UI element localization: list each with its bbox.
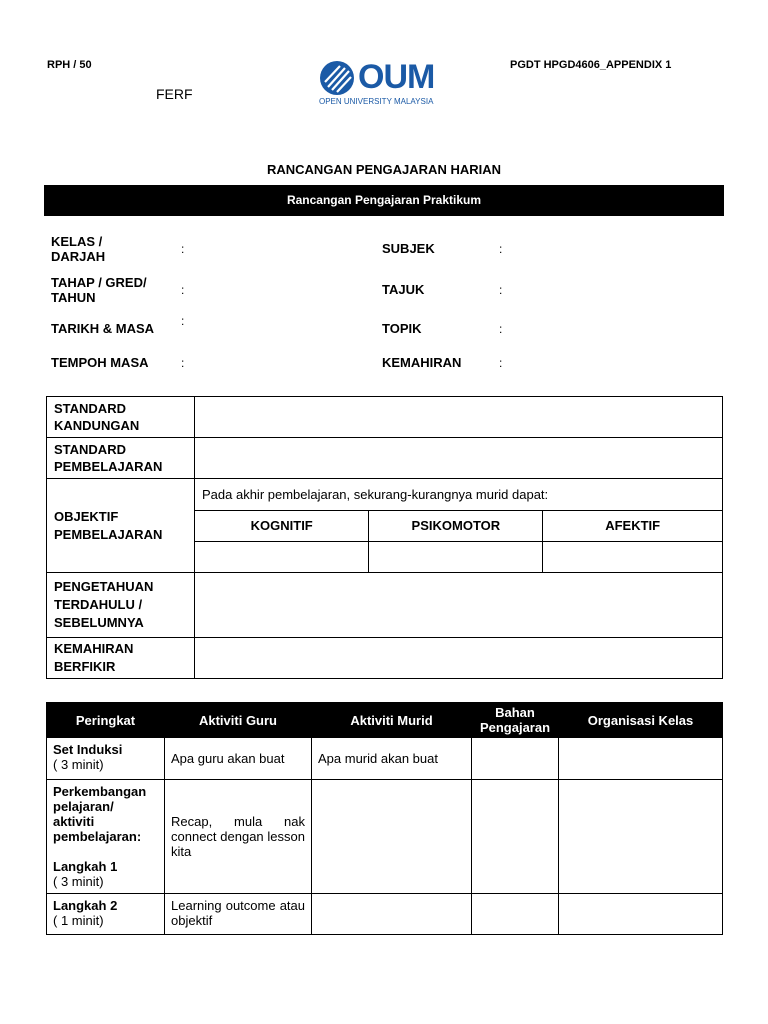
stage-label: Set Induksi [53,742,123,757]
organisasi-field[interactable] [559,894,723,935]
header-bahan: Bahan Pengajaran [472,703,559,738]
info-label-topik: TOPIK [382,321,422,336]
pengetahuan-field[interactable] [195,573,723,638]
teacher-activity[interactable]: Recap, mula nak connect dengan lesson kita [165,780,312,894]
table-row [47,894,723,935]
stage-duration: ( 1 minit) [53,913,104,928]
organisasi-field[interactable] [559,738,723,780]
header-organisasi: Organisasi Kelas [559,703,723,738]
standard-kandungan-field[interactable] [195,397,723,438]
objektif-cell [195,479,723,573]
table-row [47,780,723,894]
stage-step: Langkah 1 [53,859,118,874]
psikomotor-field[interactable] [369,541,543,572]
standard-kandungan-label: STANDARD KANDUNGAN [47,397,195,438]
bahan-field[interactable] [472,738,559,780]
info-colon: : [181,242,185,256]
stage-duration: ( 3 minit) [53,874,104,889]
info-colon: : [499,283,503,297]
oum-logo [318,58,458,110]
pengetahuan-label: PENGETAHUAN TERDAHULU / SEBELUMNYA [47,573,195,638]
domain-kognitif: KOGNITIF [195,510,369,541]
header-aktiviti-murid: Aktiviti Murid [312,703,472,738]
kemahiran-berfikir-label: KEMAHIRAN BERFIKIR [47,638,195,679]
info-colon: : [499,356,503,370]
bahan-field[interactable] [472,894,559,935]
header-aktiviti-guru: Aktiviti Guru [165,703,312,738]
page-title: RANCANGAN PENGAJARAN HARIAN [266,162,501,177]
teacher-activity[interactable]: Learning outcome atau objektif [165,894,312,935]
rph-code: RPH / 50 [47,59,92,71]
organisasi-field[interactable] [559,780,723,894]
afektif-field[interactable] [543,541,722,572]
objektif-label: OBJEKTIF PEMBELAJARAN [47,479,195,573]
section-banner: Rancangan Pengajaran Praktikum [44,185,724,216]
info-label-kemahiran: KEMAHIRAN [382,355,462,370]
info-label-tahap: TAHAP / GRED/ TAHUN [51,275,147,305]
info-label-subjek: SUBJEK [382,241,435,256]
kognitif-field[interactable] [195,541,369,572]
handwritten-note: FERF [156,86,193,102]
stage-label: Langkah 2 [53,898,118,913]
teacher-activity[interactable]: Apa guru akan buat [165,738,312,780]
info-colon: : [181,356,185,370]
info-colon: : [499,322,503,336]
info-label-tajuk: TAJUK [382,282,425,297]
header-peringkat: Peringkat [47,703,165,738]
appendix-code: PGDT HPGD4606_APPENDIX 1 [510,59,672,71]
table-row [47,738,723,780]
kemahiran-berfikir-field[interactable] [195,638,723,679]
student-activity[interactable] [312,780,472,894]
logo-subtitle: OPEN UNIVERSITY MALAYSIA [319,97,434,106]
domain-afektif: AFEKTIF [543,510,722,541]
student-activity[interactable]: Apa murid akan buat [312,738,472,780]
lesson-table [46,702,723,935]
info-colon: : [181,314,185,328]
bahan-field[interactable] [472,780,559,894]
oum-globe-icon [318,59,356,97]
stage-duration: ( 3 minit) [53,757,104,772]
info-colon: : [499,242,503,256]
objektif-intro: Pada akhir pembelajaran, sekurang-kurangnya murid dapat: [195,479,722,510]
logo-wordmark: OUM [358,58,435,96]
standards-table [46,396,723,679]
standard-pembelajaran-label: STANDARD PEMBELAJARAN [47,438,195,479]
info-label-tempoh: TEMPOH MASA [51,355,149,370]
stage-label: Perkembangan pelajaran/ aktiviti pembelajaran: [53,784,147,844]
stage-cell [47,894,165,935]
stage-cell [47,780,165,894]
stage-cell [47,738,165,780]
standard-pembelajaran-field[interactable] [195,438,723,479]
info-label-tarikh: TARIKH & MASA [51,321,155,336]
info-colon: : [181,283,185,297]
info-label-kelas: KELAS / DARJAH [51,234,106,264]
domain-psikomotor: PSIKOMOTOR [369,510,543,541]
student-activity[interactable] [312,894,472,935]
